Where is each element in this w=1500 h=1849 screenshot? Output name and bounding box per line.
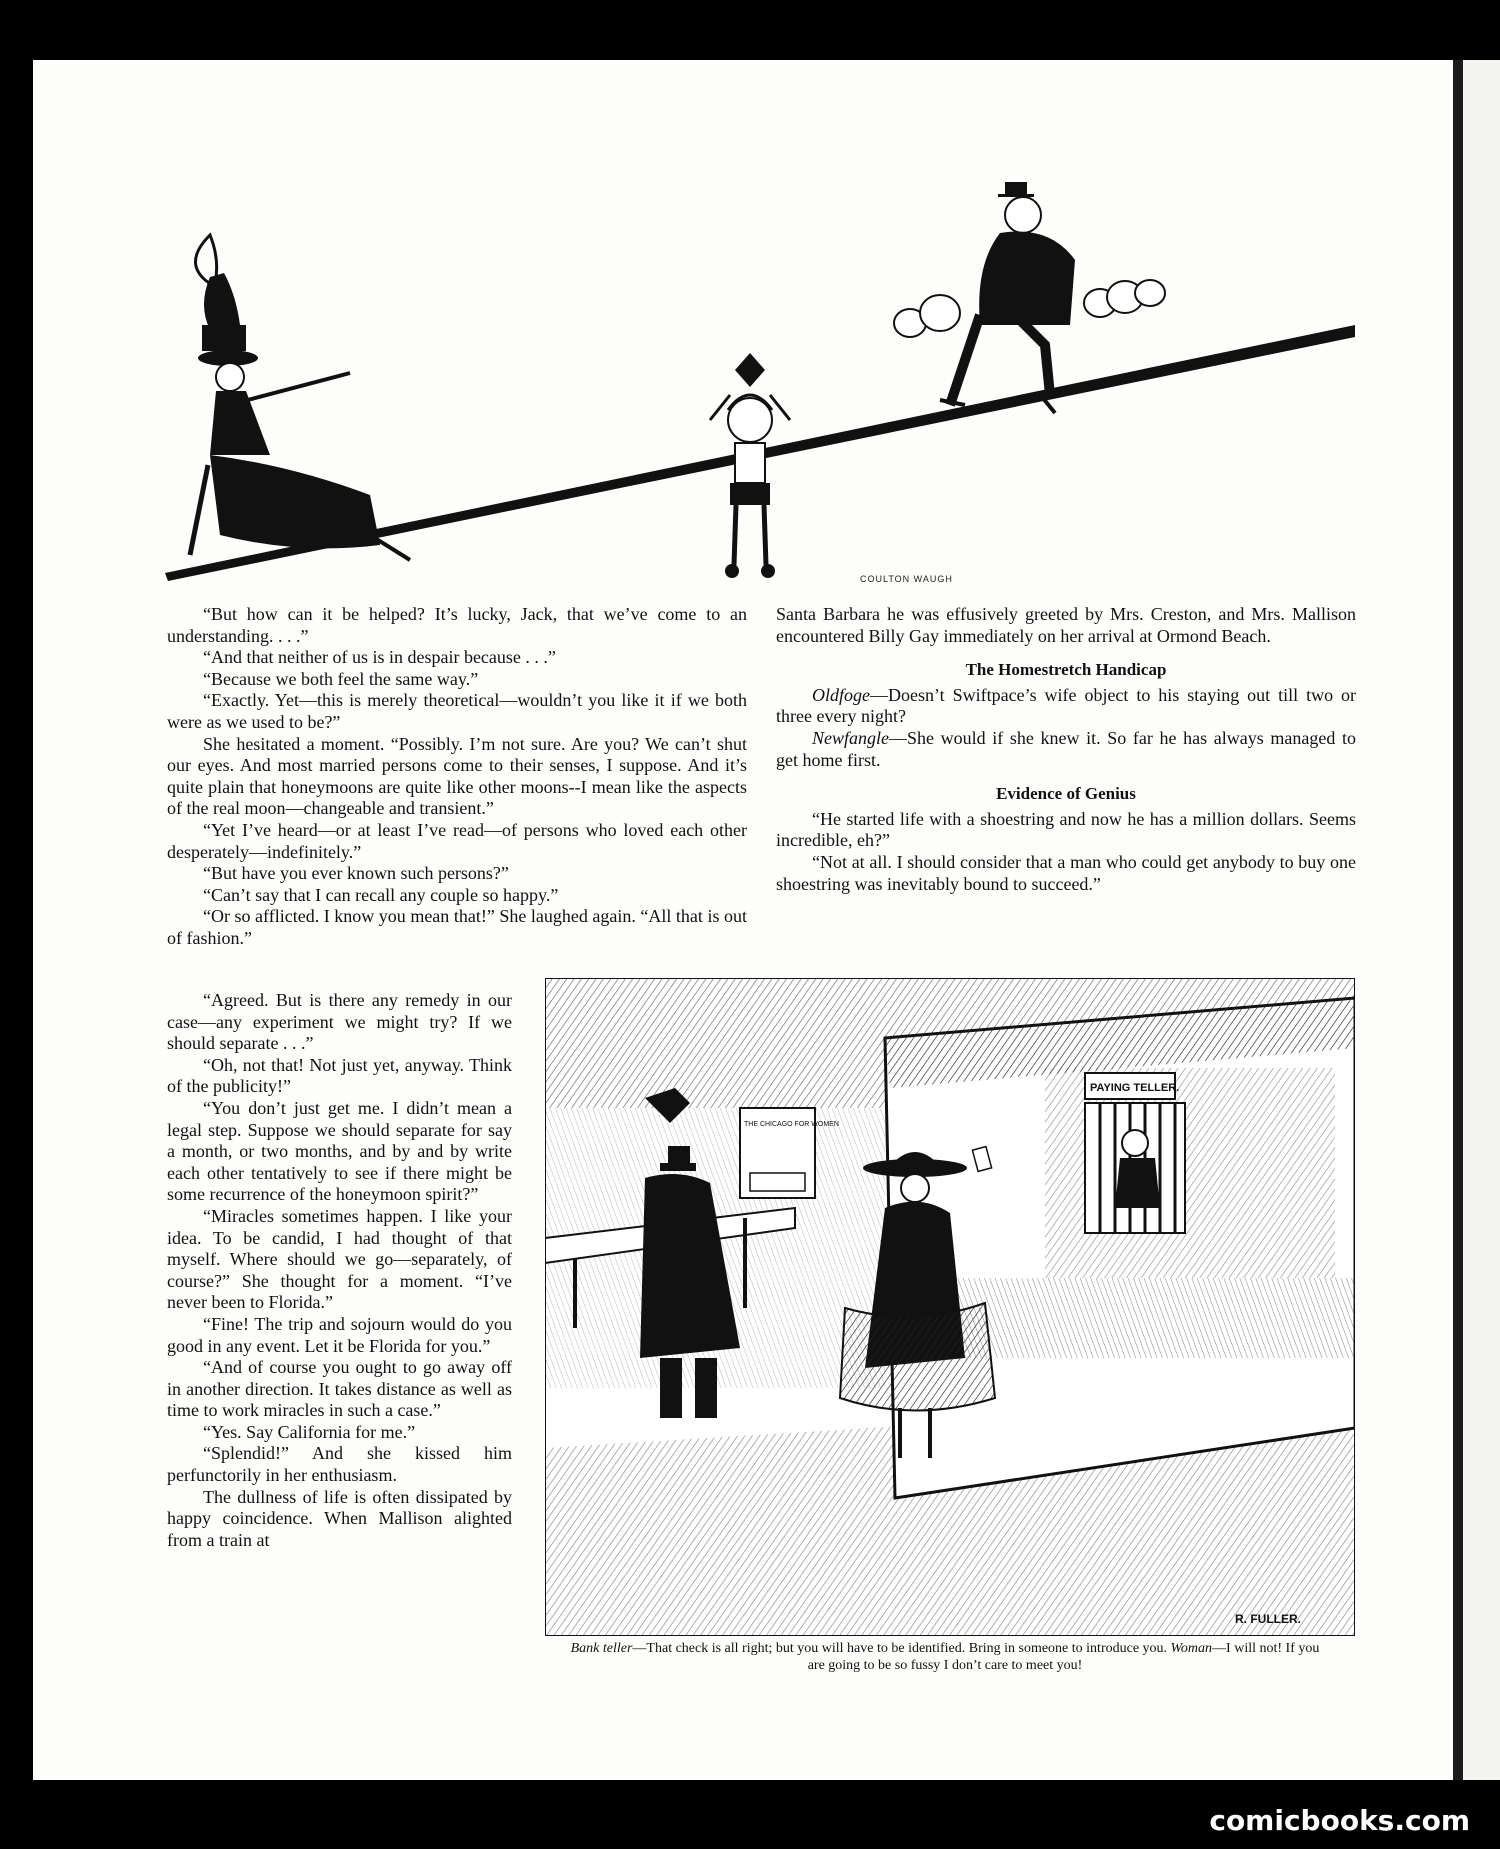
rich-man-figure [940,182,1075,413]
joke-title-homestretch: The Homestretch Handicap [965,660,1167,680]
right-text-column [776,604,1356,895]
continuation-paragraph: Santa Barbara he was effusively greeted by Mrs. Creston, and Mrs. Mallison encountered Billy Gay immediately on her arrival at Ormond Beach. [776,604,1356,646]
bank-cartoon-caption: Bank teller—That check is all right; but you will have to be identified. Bring in someone to introduce you. Woman—I will not! If you are going to be so fussy I don’t care to meet you! [570,1641,1320,1673]
joke-line: Newfangle—She would if she knew it. So far he has always managed to get home first. [776,727,1356,770]
speaker-name: Bank teller [570,1641,633,1656]
seesaw-cartoon [150,165,1370,605]
woman-figure [190,235,410,560]
joke-title-genius: Evidence of Genius [996,784,1136,804]
bank-cartoon-signature: R. FULLER. [1235,1612,1301,1626]
paragraph: “Can’t say that I can recall any couple so happy.” [203,884,559,905]
joke-line: “Not at all. I should consider that a man who could get anybody to buy one shoestring was inevitably bound to succeed.” [776,851,1356,894]
bank-teller-cartoon [545,978,1355,1636]
paragraph: “And that neither of us is in despair because . . .” [203,647,556,668]
paragraph: “You don’t just get me. I didn’t mean a legal step. Suppose we should separate for say a month, or two months, and by and by write each other tentatively to see if there might be some recurrence of the honeymoon spirit?” [167,1097,512,1205]
paragraph: “Or so afflicted. I know you mean that!” She laughed again. “All that is out of fashion.” [167,906,747,948]
paragraph: “But how can it be helped? It’s lucky, Jack, that we’ve come to an understanding. . . .” [167,604,747,646]
narrow-text-column [167,990,512,1551]
paragraph: “Exactly. Yet—this is merely theoretical—wouldn’t you like it if we both were as we used to be?” [167,690,747,732]
paragraph: “And of course you ought to go away off in another direction. It takes distance as well as time to work miracles in such a case.” [167,1357,512,1421]
left-text-column [167,604,747,950]
paragraph: “Because we both feel the same way.” [203,668,479,689]
paragraph: “Miracles sometimes happen. I like your idea. To be candid, I had thought of that myself. Where should we go—separately, of course?” She thought for a moment. “I’ve never been to Florida.” [167,1205,512,1313]
paragraph: “Splendid!” And she kissed him perfunctorily in her enthusiasm. [167,1443,512,1486]
page-gutter [1453,60,1463,1780]
facing-page-edge [1463,60,1500,1780]
paying-teller-sign: PAYING TELLER. [1090,1082,1180,1094]
paragraph: The dullness of life is often dissipated by happy coincidence. When Mallison alighted from a train at [167,1486,512,1550]
speaker-name: Newfangle [812,727,889,748]
paragraph: “Yes. Say California for me.” [203,1421,416,1442]
speaker-name: Oldfoge [812,684,870,705]
paragraph: She hesitated a moment. “Possibly. I’m not sure. Are you? We can’t shut our eyes. And most married persons come to their senses, I suppose. And it’s quite plain that honeymoons are quite like other moons--I mean like the aspects of the real moon—changeable and transient.” [167,733,747,819]
paragraph: “Oh, not that! Not just yet, anyway. Think of the publicity!” [167,1054,512,1097]
paragraph: “Fine! The trip and sojourn would do you good in any event. Let it be Florida for you.” [167,1313,512,1356]
wall-notice-text: THE CHICAGO FOR WOMEN [744,1121,839,1128]
paragraph: “But have you ever known such persons?” [203,863,509,884]
paragraph: “Yet I’ve heard—or at least I’ve read—of persons who loved each other desperately—indefinitely.” [167,819,747,862]
joke-line: Oldfoge—Doesn’t Swiftpace’s wife object to his staying out till two or three every night? [776,684,1356,727]
paragraph: “Agreed. But is there any remedy in our case—any experiment we might try? If we should separate . . .” [167,990,512,1054]
site-watermark: comicbooks.com [1209,1804,1470,1837]
joke-line: “He started life with a shoestring and now he has a million dollars. Seems incredible, eh?” [776,808,1356,851]
speaker-name: Woman [1170,1641,1213,1656]
top-cartoon-signature: COULTON WAUGH [860,574,953,584]
